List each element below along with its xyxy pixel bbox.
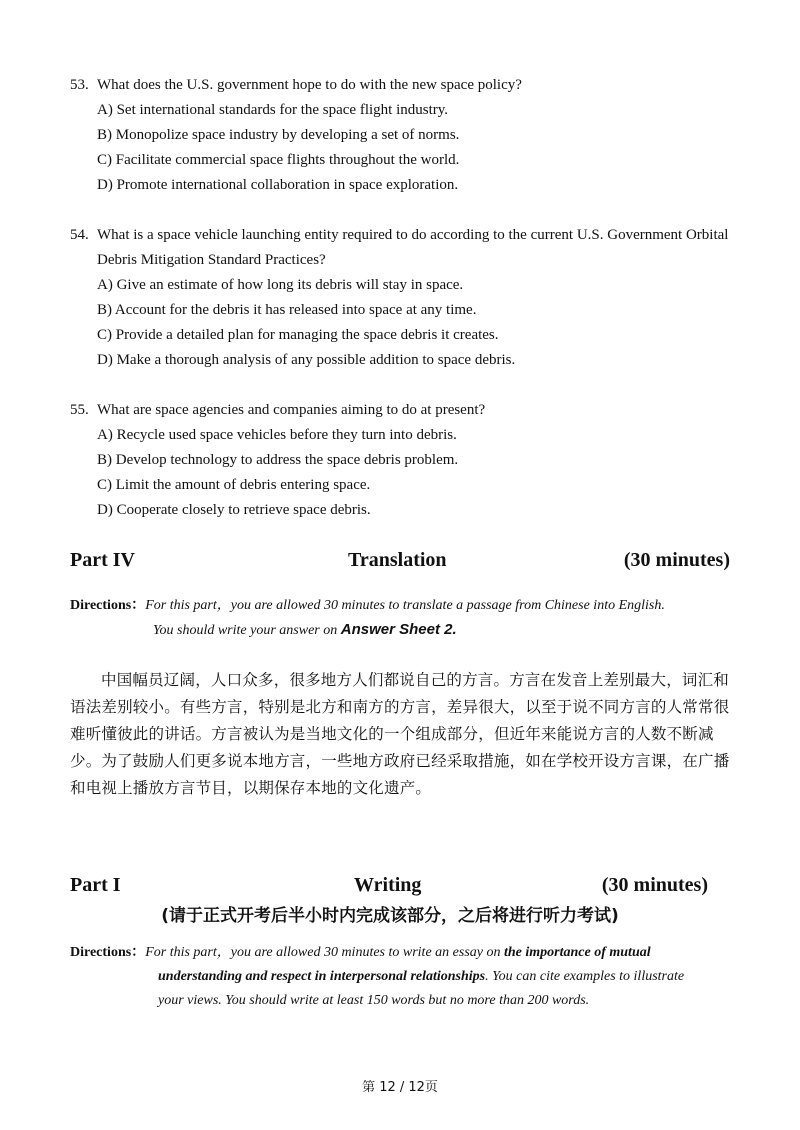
question-text: What is a space vehicle launching entity required to do according to the current U.S. Government Orbital Debris Mitigation Standard Practices? <box>97 227 729 268</box>
part4-directions <box>70 594 740 643</box>
question-stem <box>70 398 742 423</box>
directions-text: You should write your answer on <box>153 623 341 638</box>
option-a: A) Set international standards for the space flight industry. <box>97 102 449 118</box>
part4-heading <box>70 549 730 577</box>
question-stem <box>70 223 742 273</box>
part-title: Writing <box>354 874 422 896</box>
page-number: 第 12 / 12页 <box>362 1080 438 1095</box>
option-b: B) Account for the debris it has released into space at any time. <box>97 302 477 318</box>
question-54 <box>70 223 742 373</box>
option-b: B) Develop technology to address the space debris problem. <box>97 452 459 468</box>
option-d: D) Cooperate closely to retrieve space debris. <box>97 502 371 518</box>
option-d: D) Promote international collaboration in space exploration. <box>97 177 459 193</box>
option-c: C) Facilitate commercial space flights throughout the world. <box>97 152 460 168</box>
question-text: What does the U.S. government hope to do with the new space policy? <box>97 77 522 93</box>
option-a: A) Recycle used space vehicles before they turn into debris. <box>97 427 457 443</box>
part1-directions <box>70 941 710 1013</box>
directions-label: Directions： <box>70 598 146 613</box>
question-text: What are space agencies and companies aiming to do at present? <box>97 402 486 418</box>
part-time: (30 minutes) <box>601 874 708 896</box>
question-number: 54. <box>70 227 89 243</box>
part-time: (30 minutes) <box>623 549 730 571</box>
option-a: A) Give an estimate of how long its debris will stay in space. <box>97 277 464 293</box>
part-number: Part I <box>70 874 121 896</box>
directions-text: For this part，you are allowed 30 minutes to write an essay on <box>145 945 504 960</box>
option-d: D) Make a thorough analysis of any possible addition to space debris. <box>97 352 516 368</box>
option-c: C) Limit the amount of debris entering space. <box>97 477 371 493</box>
question-stem <box>70 73 742 98</box>
question-55 <box>70 398 742 523</box>
question-number: 55. <box>70 402 89 418</box>
answer-sheet-ref: Answer Sheet 2. <box>340 621 457 638</box>
question-number: 53. <box>70 77 89 93</box>
question-53 <box>70 73 742 198</box>
directions-text: For this part，you are allowed 30 minutes to translate a passage from Chinese into English. <box>145 598 665 613</box>
directions-label: Directions： <box>70 945 146 960</box>
option-c: C) Provide a detailed plan for managing the space debris it creates. <box>97 327 499 343</box>
directions-text: . You can cite examples to illustrate your views. You should write at least 150 words but no more than 200 words. <box>158 969 685 1008</box>
part1-heading <box>70 874 708 902</box>
part1-subtitle: (请于正式开考后半小时内完成该部分，之后将进行听力考试) <box>161 906 619 926</box>
translation-passage: 中国幅员辽阔，人口众多，很多地方人们都说自己的方言。方言在发音上差别最大，词汇和语法差别较小。有些方言，特别是北方和南方的方言，差异很大，以至于说不同方言的人常常很难听懂彼此的讲话。方言被认为是当地文化的一个组成部分，但近年来能说方言的人数不断减少。为了鼓励人们更多说本地方言，一些地方政府已经采取措施，如在学校开设方言课，在广播和电视上播放方言节目，以期保存本地的文化遗产。 <box>70 671 730 797</box>
option-b: B) Monopolize space industry by developing a set of norms. <box>97 127 460 143</box>
part-number: Part IV <box>70 549 135 571</box>
part-title: Translation <box>348 549 447 571</box>
essay-topic: the importance of mutual understanding and respect in interpersonal relationships <box>158 945 651 984</box>
